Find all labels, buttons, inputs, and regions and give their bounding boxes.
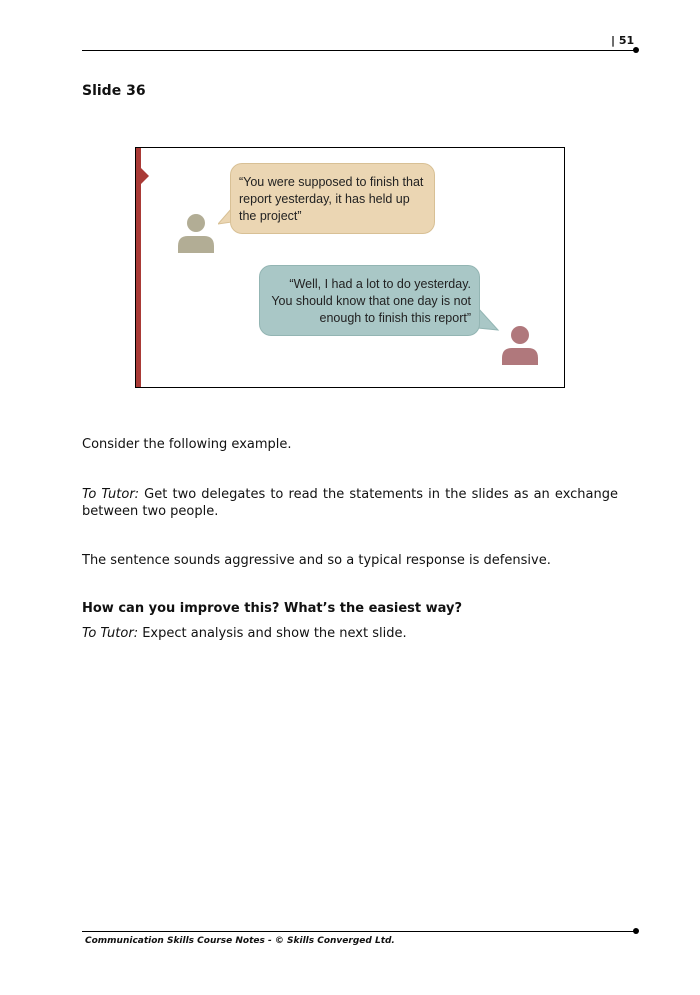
footer-text: Communication Skills Course Notes - © Skills Converged Ltd. <box>85 936 395 946</box>
tutor-note-2-text: Expect analysis and show the next slide. <box>138 626 407 641</box>
speech-bubble-1: “You were supposed to finish that report yesterday, it has held up the project” <box>230 163 435 234</box>
person-1-icon <box>176 212 216 254</box>
paragraph-intro: Consider the following example. <box>82 437 292 452</box>
tutor-note-1-text: Get two delegates to read the statements in the slides as an exchange between two people. <box>82 487 618 519</box>
paragraph-tutor-note-2 <box>82 625 407 642</box>
person-2-icon <box>500 324 540 366</box>
header-rule <box>82 50 636 51</box>
paragraph-tutor-note-1 <box>82 486 618 520</box>
speech-bubble-2: “Well, I had a lot to do yesterday. You should know that one day is not enough to finish this report” <box>259 265 480 336</box>
footer-rule <box>82 931 636 932</box>
header-rule-dot <box>633 47 639 53</box>
slide-heading: Slide 36 <box>82 83 146 99</box>
paragraph-observation: The sentence sounds aggressive and so a typical response is defensive. <box>82 553 551 568</box>
tutor-label-2: To Tutor: <box>82 626 139 641</box>
slide-accent-triangle <box>141 168 149 184</box>
page-number: | 51 <box>611 34 635 47</box>
slide-image <box>135 147 565 388</box>
paragraph-question: How can you improve this? What’s the easiest way? <box>82 601 463 616</box>
footer-rule-dot <box>633 928 639 934</box>
tutor-label-1: To Tutor: <box>82 487 140 502</box>
